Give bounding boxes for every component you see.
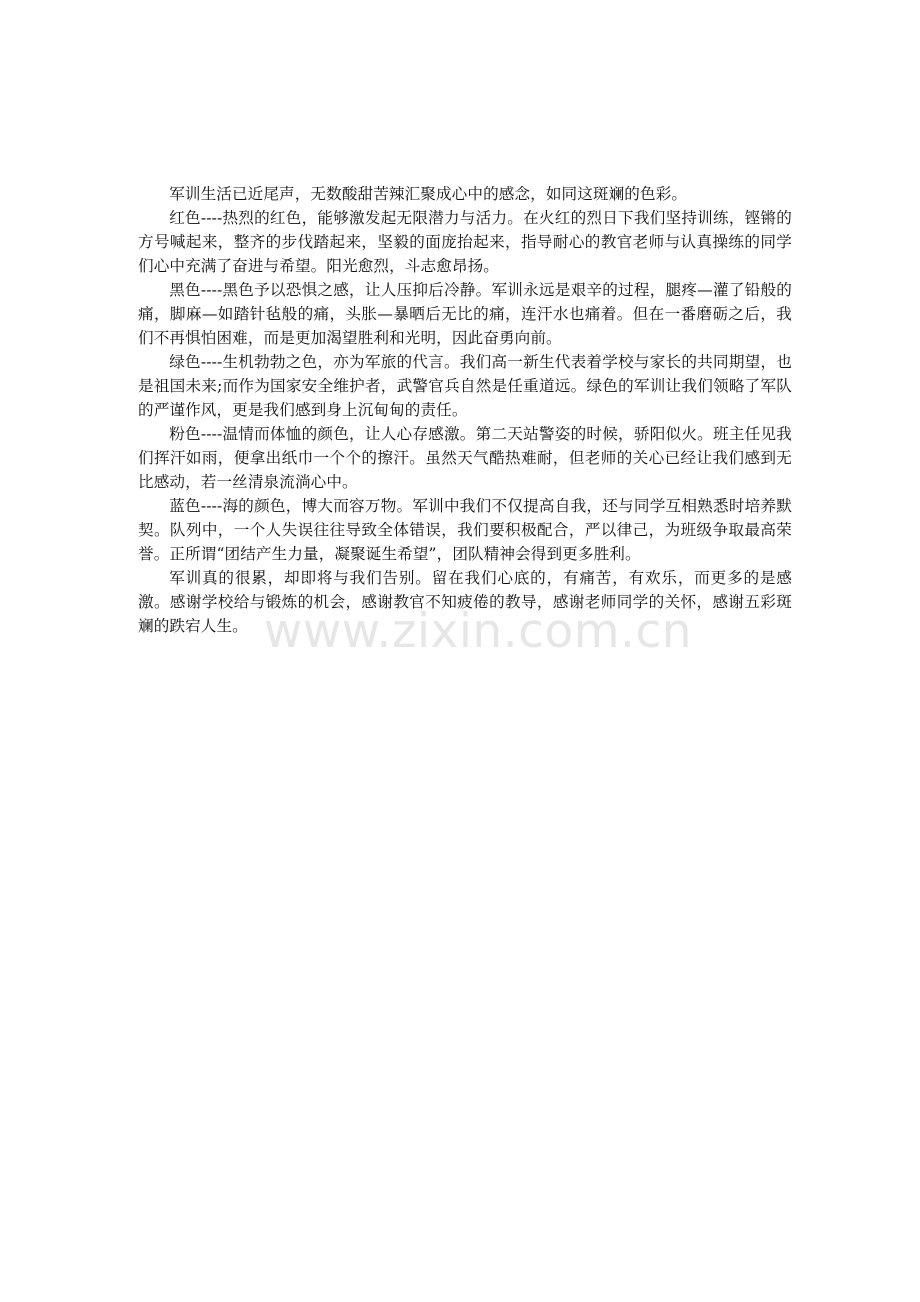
paragraph-black: 黑色----黑色予以恐惧之感，让人压抑后冷静。军训永远是艰辛的过程，腿疼—灌了铅般的痛，脚麻—如踏针毡般的痛，头胀—暴晒后无比的痛，连汗水也痛着。但在一番磨砺之后，我们不再惧怕困难，而是更加渴望胜利和光明，因此奋勇向前。 [138, 281, 792, 347]
paragraph-blue: 蓝色----海的颜色，博大而容万物。军训中我们不仅提高自我，还与同学互相熟悉时培养默契。队列中，一个人失误往往导致全体错误，我们要积极配合，严以律己，为班级争取最高荣誉。正所谓“团结产生力量，凝聚诞生希望”，团队精神会得到更多胜利。 [138, 497, 792, 563]
paragraph-red: 红色----热烈的红色，能够激发起无限潜力与活力。在火红的烈日下我们坚持训练，铿锵的方号喊起来，整齐的步伐踏起来，坚毅的面庞抬起来，指导耐心的教官老师与认真操练的同学们心中充满了奋进与希望。阳光愈烈，斗志愈昂扬。 [138, 209, 792, 275]
watermark: www.zixin.com.cn [263, 604, 693, 659]
paragraph-intro: 军训生活已近尾声，无数酸甜苦辣汇聚成心中的感念，如同这斑斓的色彩。 [169, 185, 688, 203]
paragraph-green: 绿色----生机勃勃之色，亦为军旅的代言。我们高一新生代表着学校与家长的共同期望，也是祖国未来;而作为国家安全维护者，武警官兵自然是任重道远。绿色的军训让我们领略了军队的严谨作风，更是我们感到身上沉甸甸的责任。 [138, 353, 792, 419]
paragraph-pink: 粉色----温情而体恤的颜色，让人心存感激。第二天站警姿的时候，骄阳似火。班主任见我们挥汗如雨，便拿出纸巾一个个的擦汗。虽然天气酷热难耐，但老师的关心已经让我们感到无比感动，若一丝清泉流淌心中。 [138, 425, 792, 491]
article-body [138, 182, 792, 638]
paragraph-conclusion: 军训真的很累，却即将与我们告别。留在我们心底的，有痛苦，有欢乐，而更多的是感激。感谢学校给与锻炼的机会，感谢教官不知疲倦的教导，感谢老师同学的关怀，感谢五彩斑斓的跌宕人生。 [138, 569, 792, 635]
